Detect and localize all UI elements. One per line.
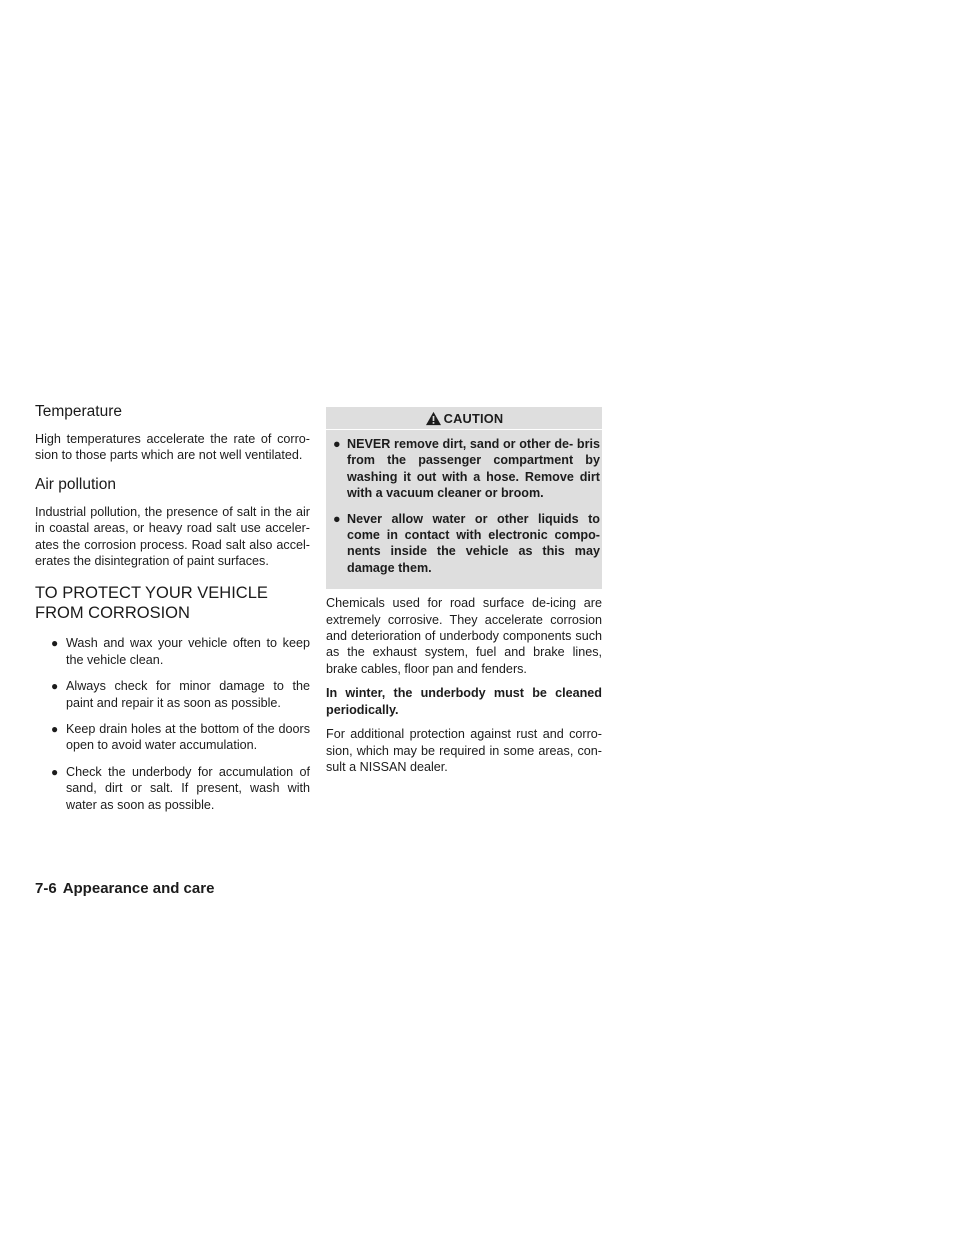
section-title: Appearance and care: [62, 880, 215, 897]
bullet-icon: ●: [333, 437, 341, 451]
bullet-icon: ●: [51, 764, 59, 779]
protect-heading: [35, 583, 310, 623]
air-pollution-heading: Air pollution: [35, 475, 116, 493]
protect-bullet-list: [35, 635, 310, 813]
list-item: ● NEVER remove dirt, sand or other de- bris from the passenger compartment by washing it out with a hose. Remove dirt with a vacuum cleaner or broom.: [333, 437, 600, 501]
protect-heading-line1: TO PROTECT YOUR VEHICLE: [35, 584, 268, 603]
temperature-heading: Temperature: [35, 403, 123, 420]
list-item: ● Always check for minor damage to the paint and repair it as soon as possible.: [51, 679, 310, 710]
list-item: ● Keep drain holes at the bottom of the doors open to avoid water accumulation.: [51, 722, 310, 753]
list-item: ● Check the underbody for accumulation of sand, dirt or salt. If present, wash with water as soon as possible.: [51, 764, 310, 812]
caution-label: CAUTION: [443, 410, 504, 426]
protect-heading-line2: FROM CORROSION: [35, 604, 190, 623]
caution-list: [326, 430, 602, 576]
caution-box: [326, 407, 602, 589]
left-column: [35, 403, 310, 823]
warning-triangle-icon: [425, 411, 442, 426]
list-item: ● Never allow water or other liquids to come in contact with electronic compo- nents inside the vehicle as this may damage them.: [333, 511, 600, 575]
bullet-icon: ●: [51, 722, 59, 737]
temperature-text: High temperatures accelerate the rate of corro- sion to those parts which are not well ventilated.: [35, 432, 310, 463]
chemicals-text: Chemicals used for road surface de-icing are extremely corrosive. They accelerate corrosion and deterioration of underbody components such as the exhaust system, fuel and brake lines, brake cables, floor pan and fenders.: [326, 596, 602, 676]
additional-protection-text: For additional protection against rust and corro- sion, which may be required in some areas, con- sult a NISSAN dealer.: [326, 727, 602, 774]
bullet-icon: ●: [51, 636, 59, 651]
air-pollution-text: Industrial pollution, the presence of salt in the air in coastal areas, or heavy road salt use acceler- ates the corrosion process. Road salt also accel- erates the disintegration of paint surfaces.: [35, 504, 310, 569]
page-footer: [35, 880, 214, 897]
caution-header: [326, 407, 602, 430]
bullet-icon: ●: [51, 679, 59, 694]
bullet-icon: ●: [333, 511, 341, 526]
winter-text: In winter, the underbody must be cleaned periodically.: [326, 686, 602, 717]
right-column: [326, 407, 602, 783]
list-item: ● Wash and wax your vehicle often to keep the vehicle clean.: [51, 636, 310, 667]
page-number: 7-6: [35, 880, 57, 897]
